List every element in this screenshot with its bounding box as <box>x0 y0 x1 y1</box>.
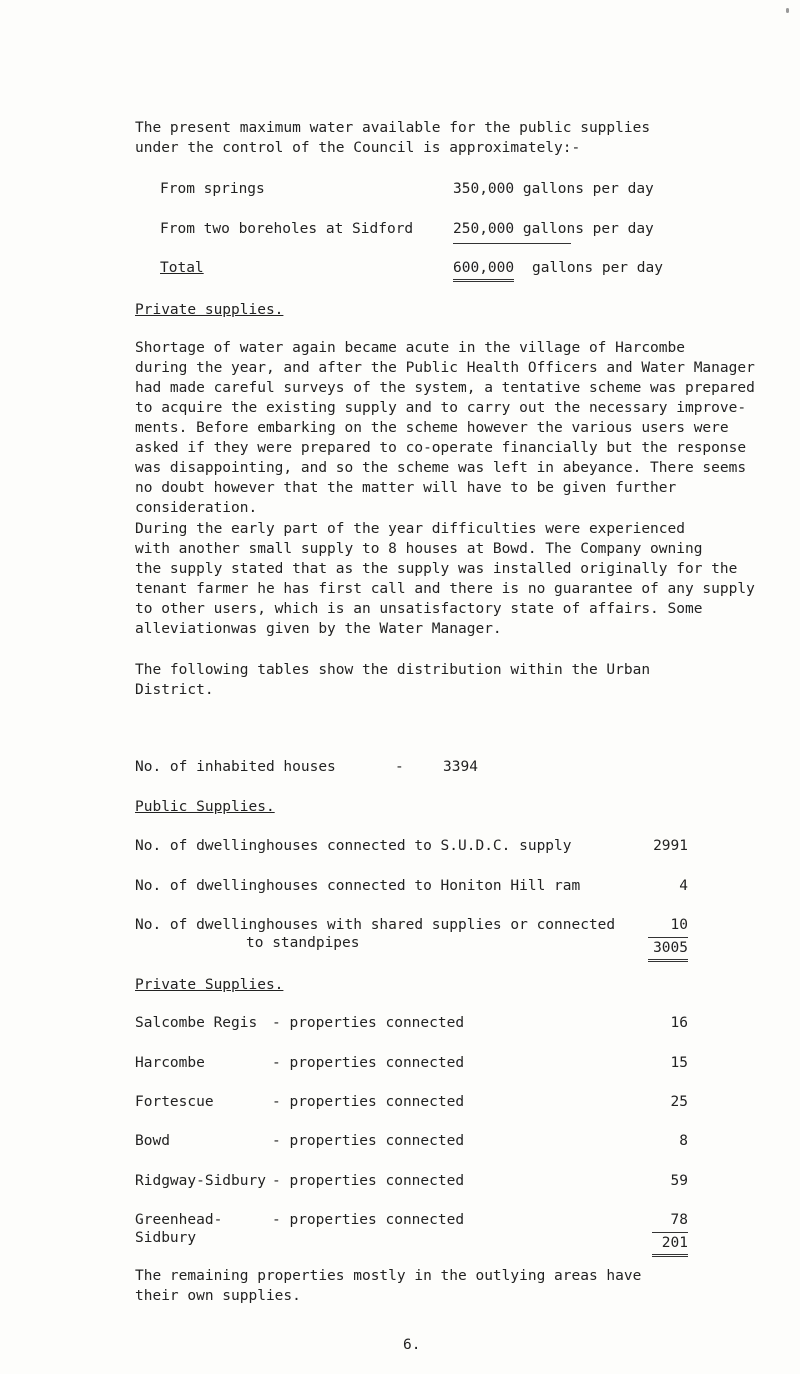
total-unit: gallons per day <box>532 260 663 276</box>
source-label-boreholes: From two boreholes at Sidford <box>160 221 414 237</box>
public-row-value: 2991 <box>653 838 688 854</box>
private-row-name: Fortescue <box>135 1094 214 1110</box>
scan-speck <box>786 8 789 13</box>
private-row-desc: - properties connected <box>272 1212 465 1228</box>
page-number: 6. <box>403 1337 421 1353</box>
public-total: 3005 <box>648 937 688 962</box>
private-row-desc: - properties connected <box>272 1094 465 1110</box>
private-row-desc: - properties connected <box>272 1173 465 1189</box>
inhabited-dash: - <box>395 759 404 775</box>
intro-line-2: under the control of the Council is approximately:- <box>135 140 581 156</box>
private-supplies-heading: Private supplies. <box>135 302 284 318</box>
private-row-name: Salcombe Regis <box>135 1015 258 1031</box>
private-row-name-cont: Sidbury <box>135 1230 197 1246</box>
private-row-value: 59 <box>670 1173 688 1189</box>
paragraph-harcombe: Shortage of water again became acute in the village of Harcombe during the year, and after the Public Health Officers and Water Manager had made careful surveys of the system, a tentative scheme was prepared to acquire the existing supply and to carry out the necessary improve- ments. Before embarking on the scheme however the various users were asked if they were prepared to co-operate financially but the response was disappointing, and so the scheme was left in abeyance. There seems no doubt however that the matter will have to be given further consideration. <box>135 340 755 516</box>
private-total: 201 <box>652 1232 688 1257</box>
private-row-value: 8 <box>679 1133 688 1149</box>
paragraph-distribution: The following tables show the distribution within the Urban District. <box>135 662 651 698</box>
public-row-label: No. of dwellinghouses connected to S.U.D.C. supply <box>135 838 572 854</box>
intro-line-1: The present maximum water available for the public supplies <box>135 120 651 136</box>
private-row-name: Harcombe <box>135 1055 205 1071</box>
public-row-label: No. of dwellinghouses with shared supplies or connected <box>135 917 616 933</box>
private-row-name: Bowd <box>135 1133 170 1149</box>
source-value-springs: 350,000 gallons per day <box>453 181 654 197</box>
private-row-desc: - properties connected <box>272 1015 465 1031</box>
public-row-label-cont: to standpipes <box>246 935 360 951</box>
public-supplies-heading: Public Supplies. <box>135 799 275 815</box>
private-table-heading: Private Supplies. <box>135 977 284 993</box>
closing-paragraph: The remaining properties mostly in the outlying areas have their own supplies. <box>135 1268 642 1304</box>
private-row-desc: - properties connected <box>272 1055 465 1071</box>
total-label: Total <box>160 260 204 276</box>
public-row-value: 10 <box>670 917 688 933</box>
private-row-desc: - properties connected <box>272 1133 465 1149</box>
source-label-springs: From springs <box>160 181 265 197</box>
private-row-value: 16 <box>670 1015 688 1031</box>
inhabited-label: No. of inhabited houses <box>135 759 336 775</box>
private-row-value: 15 <box>670 1055 688 1071</box>
private-row-name: Greenhead- <box>135 1212 223 1228</box>
paragraph-bowd: During the early part of the year difficulties were experienced with another small supply to 8 houses at Bowd. The Company owning the supply stated that as the supply was installed originally for the tenant farmer he has first call and there is no guarantee of any supply to other users, which is an unsatisfactory state of affairs. Some alleviationwas given by the Water Manager. <box>135 521 755 637</box>
private-row-value: 25 <box>670 1094 688 1110</box>
sum-rule <box>453 243 571 244</box>
private-row-value: 78 <box>670 1212 688 1228</box>
public-row-value: 4 <box>679 878 688 894</box>
inhabited-value: 3394 <box>443 759 478 775</box>
public-row-label: No. of dwellinghouses connected to Honiton Hill ram <box>135 878 581 894</box>
source-value-boreholes: 250,000 gallons per day <box>453 221 654 237</box>
total-amount: 600,000 <box>453 258 514 282</box>
private-row-name: Ridgway-Sidbury <box>135 1173 266 1189</box>
